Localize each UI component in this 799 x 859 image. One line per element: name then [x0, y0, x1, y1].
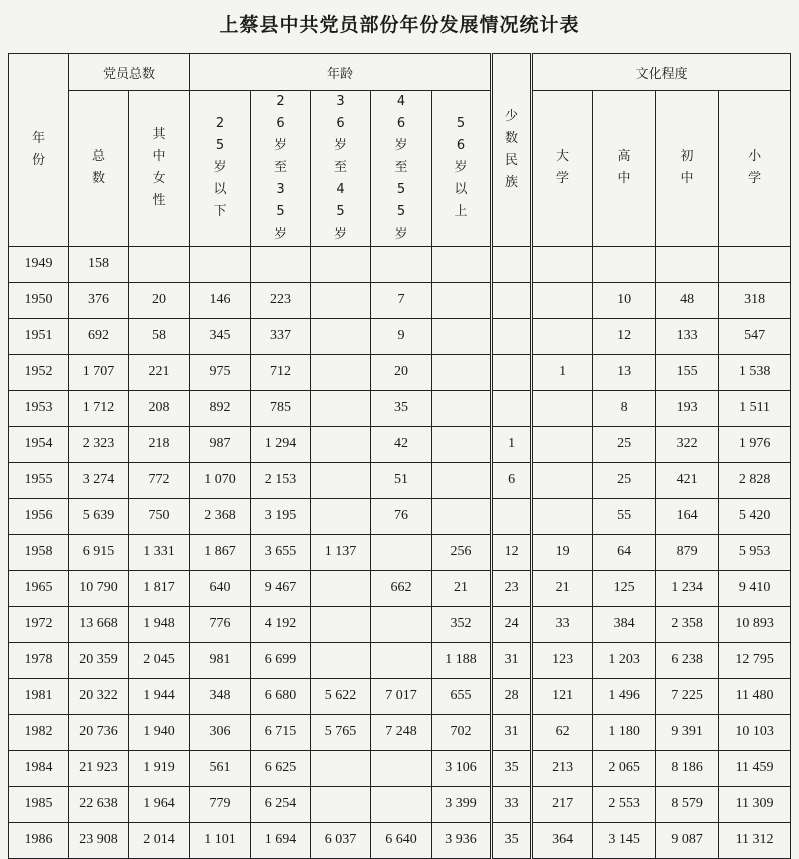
table-cell: 1 188 — [432, 642, 492, 678]
table-cell: 125 — [593, 570, 656, 606]
table-cell: 6 715 — [251, 714, 311, 750]
table-cell: 55 — [593, 498, 656, 534]
table-cell: 1 817 — [129, 570, 190, 606]
table-cell: 4 192 — [251, 606, 311, 642]
table-cell: 1 944 — [129, 678, 190, 714]
table-cell — [532, 462, 593, 498]
table-cell: 12 795 — [719, 642, 791, 678]
year-cell: 1965 — [9, 570, 69, 606]
table-row — [9, 786, 791, 822]
table-cell: 2 045 — [129, 642, 190, 678]
table-cell: 20 736 — [69, 714, 129, 750]
table-cell: 9 391 — [656, 714, 719, 750]
table-cell: 19 — [532, 534, 593, 570]
header-female: 其 中 女 性 — [129, 91, 190, 247]
table-cell: 8 — [593, 390, 656, 426]
header-age-26-35: 2 6 岁 至 3 5 岁 — [251, 91, 311, 247]
table-cell: 223 — [251, 282, 311, 318]
table-cell — [311, 462, 371, 498]
table-cell — [432, 282, 492, 318]
table-cell — [371, 750, 432, 786]
table-cell: 21 — [532, 570, 593, 606]
table-cell — [532, 246, 593, 282]
table-cell — [432, 498, 492, 534]
table-cell: 1 496 — [593, 678, 656, 714]
header-edu-high: 高 中 — [593, 91, 656, 247]
table-cell: 5 622 — [311, 678, 371, 714]
table-cell: 2 828 — [719, 462, 791, 498]
table-cell — [311, 642, 371, 678]
table-cell: 6 640 — [371, 822, 432, 858]
table-row — [9, 462, 791, 498]
table-cell: 892 — [190, 390, 251, 426]
table-cell: 3 274 — [69, 462, 129, 498]
table-cell: 6 915 — [69, 534, 129, 570]
table-cell: 31 — [492, 714, 532, 750]
table-cell: 421 — [656, 462, 719, 498]
year-cell: 1950 — [9, 282, 69, 318]
table-cell: 35 — [492, 750, 532, 786]
table-cell: 7 225 — [656, 678, 719, 714]
table-cell: 158 — [69, 246, 129, 282]
table-cell — [371, 786, 432, 822]
table-cell: 35 — [371, 390, 432, 426]
table-cell: 1 — [492, 426, 532, 462]
table-cell: 1 101 — [190, 822, 251, 858]
table-cell: 1 948 — [129, 606, 190, 642]
table-cell: 785 — [251, 390, 311, 426]
year-cell: 1953 — [9, 390, 69, 426]
table-cell: 25 — [593, 426, 656, 462]
table-cell: 9 087 — [656, 822, 719, 858]
table-cell — [251, 246, 311, 282]
table-cell: 7 — [371, 282, 432, 318]
table-cell: 348 — [190, 678, 251, 714]
header-age-56up: 5 6 岁 以 上 — [432, 91, 492, 247]
year-cell: 1949 — [9, 246, 69, 282]
table-cell: 6 238 — [656, 642, 719, 678]
table-cell — [432, 354, 492, 390]
table-cell: 1 331 — [129, 534, 190, 570]
table-cell — [432, 426, 492, 462]
table-cell: 5 639 — [69, 498, 129, 534]
table-cell: 133 — [656, 318, 719, 354]
table-cell: 5 765 — [311, 714, 371, 750]
table-cell: 218 — [129, 426, 190, 462]
table-row — [9, 678, 791, 714]
table-cell: 384 — [593, 606, 656, 642]
year-cell: 1951 — [9, 318, 69, 354]
table-cell: 21 — [432, 570, 492, 606]
year-cell: 1978 — [9, 642, 69, 678]
table-cell: 20 — [129, 282, 190, 318]
table-cell — [371, 642, 432, 678]
table-cell — [311, 606, 371, 642]
table-cell: 11 312 — [719, 822, 791, 858]
table-row — [9, 606, 791, 642]
table-cell — [311, 786, 371, 822]
table-cell — [432, 462, 492, 498]
table-cell — [492, 498, 532, 534]
table-cell: 48 — [656, 282, 719, 318]
table-row — [9, 282, 791, 318]
table-cell: 6 625 — [251, 750, 311, 786]
table-cell: 1 137 — [311, 534, 371, 570]
table-cell: 6 680 — [251, 678, 311, 714]
table-cell: 6 699 — [251, 642, 311, 678]
table-cell: 76 — [371, 498, 432, 534]
table-cell: 2 014 — [129, 822, 190, 858]
table-cell: 51 — [371, 462, 432, 498]
table-row — [9, 822, 791, 858]
table-cell: 13 — [593, 354, 656, 390]
table-cell: 776 — [190, 606, 251, 642]
table-cell: 33 — [492, 786, 532, 822]
table-cell — [432, 318, 492, 354]
table-cell — [311, 750, 371, 786]
table-cell: 547 — [719, 318, 791, 354]
table-cell: 9 — [371, 318, 432, 354]
header-age-le25: 2 5 岁 以 下 — [190, 91, 251, 247]
table-cell: 2 553 — [593, 786, 656, 822]
header-edu-primary: 小 学 — [719, 91, 791, 247]
table-cell: 7 017 — [371, 678, 432, 714]
table-cell: 42 — [371, 426, 432, 462]
table-cell: 146 — [190, 282, 251, 318]
table-cell — [432, 390, 492, 426]
table-cell: 2 368 — [190, 498, 251, 534]
table-cell: 3 145 — [593, 822, 656, 858]
table-cell: 561 — [190, 750, 251, 786]
year-cell: 1956 — [9, 498, 69, 534]
table-cell: 322 — [656, 426, 719, 462]
table-cell: 5 953 — [719, 534, 791, 570]
table-row — [9, 246, 791, 282]
table-cell: 879 — [656, 534, 719, 570]
header-year: 年 份 — [9, 54, 69, 247]
table-cell: 11 480 — [719, 678, 791, 714]
table-row — [9, 570, 791, 606]
table-cell: 772 — [129, 462, 190, 498]
table-cell — [532, 390, 593, 426]
table-cell: 662 — [371, 570, 432, 606]
table-cell: 2 153 — [251, 462, 311, 498]
table-cell — [371, 246, 432, 282]
table-cell — [432, 246, 492, 282]
header-edu-middle: 初 中 — [656, 91, 719, 247]
header-minority: 少 数 民 族 — [492, 54, 532, 247]
table-cell: 31 — [492, 642, 532, 678]
table-cell: 655 — [432, 678, 492, 714]
table-cell: 3 106 — [432, 750, 492, 786]
table-row — [9, 318, 791, 354]
table-header — [9, 54, 791, 247]
table-cell: 1 070 — [190, 462, 251, 498]
table-cell — [719, 246, 791, 282]
table-cell — [532, 318, 593, 354]
table-cell: 306 — [190, 714, 251, 750]
table-cell: 1 707 — [69, 354, 129, 390]
table-cell: 23 — [492, 570, 532, 606]
table-row — [9, 426, 791, 462]
table-cell — [492, 318, 532, 354]
table-cell — [492, 246, 532, 282]
table-cell: 10 — [593, 282, 656, 318]
table-cell: 1 694 — [251, 822, 311, 858]
table-cell: 221 — [129, 354, 190, 390]
table-cell — [371, 534, 432, 570]
table-row — [9, 750, 791, 786]
table-cell: 702 — [432, 714, 492, 750]
table-cell: 364 — [532, 822, 593, 858]
table-cell — [190, 246, 251, 282]
table-row — [9, 534, 791, 570]
table-cell: 981 — [190, 642, 251, 678]
table-cell: 22 638 — [69, 786, 129, 822]
statistics-table — [8, 53, 791, 859]
table-cell: 6 037 — [311, 822, 371, 858]
table-cell — [532, 282, 593, 318]
table-cell: 121 — [532, 678, 593, 714]
table-cell: 20 359 — [69, 642, 129, 678]
year-cell: 1986 — [9, 822, 69, 858]
header-age-36-45: 3 6 岁 至 4 5 岁 — [311, 91, 371, 247]
table-cell: 10 893 — [719, 606, 791, 642]
table-cell — [656, 246, 719, 282]
table-cell — [371, 606, 432, 642]
table-cell: 8 186 — [656, 750, 719, 786]
year-cell: 1982 — [9, 714, 69, 750]
year-cell: 1985 — [9, 786, 69, 822]
table-title: 上蔡县中共党员部份年份发展情况统计表 — [219, 14, 580, 36]
table-cell: 1 867 — [190, 534, 251, 570]
table-cell: 7 248 — [371, 714, 432, 750]
table-cell: 376 — [69, 282, 129, 318]
table-cell: 11 459 — [719, 750, 791, 786]
table-cell: 20 — [371, 354, 432, 390]
table-cell: 11 309 — [719, 786, 791, 822]
table-cell — [311, 570, 371, 606]
table-cell: 213 — [532, 750, 593, 786]
table-cell: 35 — [492, 822, 532, 858]
table-cell: 62 — [532, 714, 593, 750]
year-cell: 1984 — [9, 750, 69, 786]
table-cell: 1 — [532, 354, 593, 390]
table-cell — [532, 426, 593, 462]
table-cell: 1 976 — [719, 426, 791, 462]
table-row — [9, 354, 791, 390]
table-cell — [129, 246, 190, 282]
table-cell: 692 — [69, 318, 129, 354]
table-cell: 5 420 — [719, 498, 791, 534]
table-cell: 2 323 — [69, 426, 129, 462]
table-row — [9, 714, 791, 750]
table-cell: 21 923 — [69, 750, 129, 786]
table-cell: 1 940 — [129, 714, 190, 750]
table-cell: 352 — [432, 606, 492, 642]
table-cell: 779 — [190, 786, 251, 822]
table-cell: 217 — [532, 786, 593, 822]
table-cell: 1 294 — [251, 426, 311, 462]
table-cell: 256 — [432, 534, 492, 570]
table-cell: 193 — [656, 390, 719, 426]
table-cell: 640 — [190, 570, 251, 606]
table-cell: 208 — [129, 390, 190, 426]
table-cell: 25 — [593, 462, 656, 498]
table-cell: 987 — [190, 426, 251, 462]
table-cell: 12 — [492, 534, 532, 570]
table-cell: 64 — [593, 534, 656, 570]
year-cell: 1954 — [9, 426, 69, 462]
header-age-group: 年龄 — [190, 54, 492, 91]
table-cell: 3 399 — [432, 786, 492, 822]
table-cell: 33 — [532, 606, 593, 642]
table-cell: 58 — [129, 318, 190, 354]
table-row — [9, 498, 791, 534]
header-education-group: 文化程度 — [532, 54, 791, 91]
table-cell: 8 579 — [656, 786, 719, 822]
table-cell — [311, 354, 371, 390]
table-row — [9, 642, 791, 678]
table-cell — [492, 390, 532, 426]
table-cell: 6 — [492, 462, 532, 498]
table-cell: 337 — [251, 318, 311, 354]
year-cell: 1955 — [9, 462, 69, 498]
table-cell — [311, 246, 371, 282]
table-body — [9, 246, 791, 858]
year-cell: 1952 — [9, 354, 69, 390]
year-cell: 1981 — [9, 678, 69, 714]
table-cell: 1 712 — [69, 390, 129, 426]
table-cell — [311, 498, 371, 534]
table-cell: 712 — [251, 354, 311, 390]
table-cell: 975 — [190, 354, 251, 390]
table-cell: 1 234 — [656, 570, 719, 606]
table-cell: 2 065 — [593, 750, 656, 786]
table-cell: 28 — [492, 678, 532, 714]
header-age-46-55: 4 6 岁 至 5 5 岁 — [371, 91, 432, 247]
year-cell: 1972 — [9, 606, 69, 642]
table-cell: 1 964 — [129, 786, 190, 822]
table-cell — [492, 354, 532, 390]
table-cell: 123 — [532, 642, 593, 678]
table-cell: 750 — [129, 498, 190, 534]
table-cell: 155 — [656, 354, 719, 390]
table-cell: 20 322 — [69, 678, 129, 714]
header-total: 总 数 — [69, 91, 129, 247]
header-member-total-group: 党员总数 — [69, 54, 190, 91]
table-cell: 9 467 — [251, 570, 311, 606]
table-cell: 1 180 — [593, 714, 656, 750]
table-cell: 6 254 — [251, 786, 311, 822]
table-cell: 10 790 — [69, 570, 129, 606]
table-cell: 10 103 — [719, 714, 791, 750]
year-cell: 1958 — [9, 534, 69, 570]
table-cell: 164 — [656, 498, 719, 534]
table-cell — [311, 318, 371, 354]
table-cell: 3 655 — [251, 534, 311, 570]
table-cell — [311, 390, 371, 426]
table-cell: 1 203 — [593, 642, 656, 678]
table-cell: 9 410 — [719, 570, 791, 606]
table-cell: 13 668 — [69, 606, 129, 642]
table-cell: 24 — [492, 606, 532, 642]
table-cell — [311, 426, 371, 462]
table-cell: 1 919 — [129, 750, 190, 786]
table-row — [9, 390, 791, 426]
table-cell: 23 908 — [69, 822, 129, 858]
table-cell: 1 511 — [719, 390, 791, 426]
table-cell — [593, 246, 656, 282]
table-cell — [311, 282, 371, 318]
table-cell: 318 — [719, 282, 791, 318]
header-edu-college: 大 学 — [532, 91, 593, 247]
table-cell — [532, 498, 593, 534]
table-cell: 3 936 — [432, 822, 492, 858]
table-cell: 345 — [190, 318, 251, 354]
table-cell: 12 — [593, 318, 656, 354]
table-cell: 2 358 — [656, 606, 719, 642]
table-cell: 3 195 — [251, 498, 311, 534]
table-cell — [492, 282, 532, 318]
table-cell: 1 538 — [719, 354, 791, 390]
